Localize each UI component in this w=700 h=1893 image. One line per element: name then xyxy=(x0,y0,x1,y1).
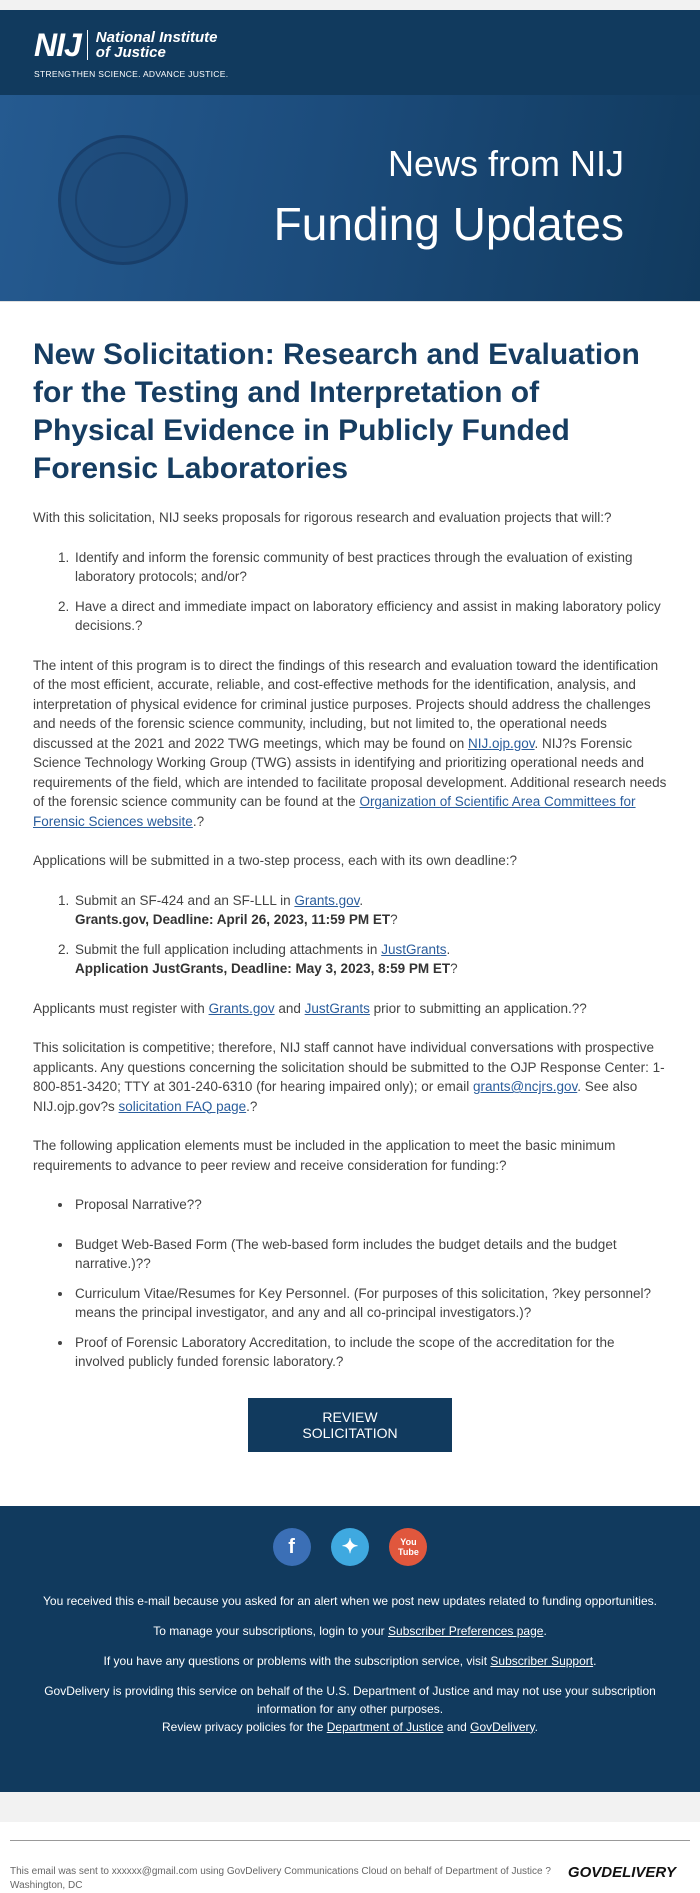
bottom-bar xyxy=(0,1822,700,1893)
steps-list xyxy=(73,891,667,979)
text: If you have any questions or problems with the subscription service, visit xyxy=(103,1653,491,1668)
text: Submit an SF-424 and an SF-LLL in xyxy=(75,892,295,908)
grants-gov-link[interactable]: Grants.gov xyxy=(294,892,360,908)
logo-name-2: of Justice xyxy=(95,44,166,61)
support-notice xyxy=(40,1652,660,1670)
register-paragraph xyxy=(33,999,667,1019)
list-item: • Proof of Forensic Laboratory Accreditation, to include the scope of the accreditation for the involved publicly funded forensic laboratory.? xyxy=(73,1333,667,1372)
manage-notice xyxy=(40,1622,660,1640)
yt-2: Tube xyxy=(398,1546,419,1557)
list-item: 1. Identify and inform the forensic community of best practices through the evaluation of existing laboratory protocols; and/or? xyxy=(73,548,667,587)
logo-name-1: National Institute xyxy=(95,29,218,46)
govdelivery-logo[interactable]: GOVDELIVERY xyxy=(567,1863,676,1881)
text: .? xyxy=(192,813,205,829)
steps-intro: Applications will be submitted in a two-step process, each with its own deadline:? xyxy=(33,853,518,868)
text: This email was sent to xxxxxx@gmail.com using GovDelivery Communications Cloud on behalf of Department of Justice ? xyxy=(10,1865,551,1877)
text: . See also NIJ.ojp.gov?s xyxy=(33,1079,638,1114)
text: . NIJ?s Forensic Science Technology Working Group (TWG) assists in identifying and prioritizing operational needs and requirements of the field, which are intended to facilitate proposal development. Additional research needs of the forensic science community can be found at the xyxy=(33,735,667,809)
elements-intro: The following application elements must be included in the application to meet the basic minimum requirements to advance to peer review and receive consideration for funding:? xyxy=(33,1138,616,1173)
faq-link[interactable]: solicitation FAQ page xyxy=(118,1098,247,1114)
text: . xyxy=(534,1719,538,1734)
contact-paragraph xyxy=(33,1038,667,1116)
banner-line1: News from NIJ xyxy=(387,143,624,184)
osac-link[interactable]: Organization of Scientific Area Committees for Forensic Sciences website xyxy=(33,794,636,829)
article xyxy=(0,302,700,1506)
banner xyxy=(0,95,700,302)
subscriber-preferences-link[interactable]: Subscriber Preferences page xyxy=(388,1623,544,1638)
govdelivery-privacy-link[interactable]: GovDelivery xyxy=(470,1719,535,1734)
youtube-icon[interactable] xyxy=(389,1528,427,1566)
text: . xyxy=(543,1623,547,1638)
text: This solicitation is competitive; therefore, NIJ staff cannot have individual conversations with prospective applicants. Any questions concerning the solicitation should be submitted to the OJP Response Center: 1-800-851-3420; TTY at 301-240-6310 (for hearing impaired only); or email xyxy=(33,1040,665,1094)
text: GovDelivery is providing this service on behalf of the U.S. Department of Justice and may not use your subscription information for any other purposes. xyxy=(44,1683,656,1716)
article-title: New Solicitation: Research and Evaluation for the Testing and Interpretation of Physical Evidence in Publicly Funded Forensic Laboratories xyxy=(33,338,640,485)
goals-list xyxy=(73,548,667,636)
received-notice: You received this e-mail because you asked for an alert when we post new updates related to funding opportunities. xyxy=(43,1593,657,1608)
text: Washington, DC xyxy=(10,1879,83,1891)
footer xyxy=(0,1506,700,1792)
facebook-icon[interactable]: f xyxy=(273,1528,311,1566)
list-item: • Proposal Narrative?? xyxy=(73,1195,667,1215)
step-2: 2. Submit the full application including attachments in JustGrants. Application JustGrants, Deadline: May 3, 2023, 8:59 PM ET? xyxy=(73,940,667,979)
step-1: 1. Submit an SF-424 and an SF-LLL in Grants.gov. Grants.gov, Deadline: April 26, 2023, 11:59 PM ET? xyxy=(73,891,667,930)
header xyxy=(0,10,700,95)
subscriber-support-link[interactable]: Subscriber Support xyxy=(490,1653,594,1668)
text: and xyxy=(443,1719,471,1734)
review-solicitation-button[interactable]: REVIEW SOLICITATION xyxy=(248,1398,452,1452)
govdelivery-notice xyxy=(40,1682,660,1736)
tagline: STRENGTHEN SCIENCE. ADVANCE JUSTICE. xyxy=(34,69,229,79)
text: Submit the full application including attachments in xyxy=(75,941,382,957)
doj-privacy-link[interactable]: Department of Justice xyxy=(326,1719,444,1734)
text: prior to submitting an application.?? xyxy=(369,1000,587,1016)
list-item: • Curriculum Vitae/Resumes for Key Personnel. (For purposes of this solicitation, ?key personnel? means the principal investigator, and any and all co-principal investigators.)? xyxy=(73,1284,667,1323)
text: The intent of this program is to direct the findings of this research and evaluation toward the identification of the most efficient, accurate, reliable, and cost-effective methods for the identification, analysis, and interpretation of physical evidence for criminal justice purposes. Projects should address the challenges and needs of the forensic science community, including, but not limited to, the operational needs discussed at the 2021 and 2022 TWG meetings, which may be found on xyxy=(33,657,659,751)
text: Applicants must register with xyxy=(33,1000,209,1016)
list-item: • Budget Web-Based Form (The web-based form includes the budget details and the budget narrative.)?? xyxy=(73,1235,667,1274)
text: To manage your subscriptions, login to your xyxy=(153,1623,389,1638)
elements-list xyxy=(73,1195,667,1372)
email-link[interactable]: grants@ncjrs.gov xyxy=(473,1079,578,1094)
twitter-icon[interactable]: ✦ xyxy=(331,1528,369,1566)
doj-seal-icon xyxy=(58,135,188,265)
yt-1: You xyxy=(400,1536,417,1547)
list-item: 2. Have a direct and immediate impact on laboratory efficiency and assist in making laboratory policy decisions.? xyxy=(73,597,667,636)
nij-link[interactable]: NIJ.ojp.gov xyxy=(468,735,535,751)
text: Review privacy policies for the xyxy=(162,1719,327,1734)
sent-notice xyxy=(10,1865,570,1893)
social-links xyxy=(40,1528,660,1566)
intro-text: With this solicitation, NIJ seeks proposals for rigorous research and evaluation projects that will:? xyxy=(33,510,612,525)
nij-logo[interactable] xyxy=(34,28,228,79)
logo-mark: NIJ xyxy=(34,27,81,63)
text: and xyxy=(274,1000,305,1016)
footer-spacer xyxy=(0,1792,700,1822)
text: . xyxy=(593,1653,597,1668)
top-spacer xyxy=(0,0,700,10)
justgrants-link[interactable]: JustGrants xyxy=(381,941,447,957)
text: .? xyxy=(246,1098,258,1114)
justgrants-link[interactable]: JustGrants xyxy=(304,1000,370,1016)
deadline: Grants.gov, Deadline: April 26, 2023, 11:59 PM ET xyxy=(75,912,391,927)
banner-line2: Funding Updates xyxy=(273,198,624,250)
divider xyxy=(10,1840,690,1841)
deadline: Application JustGrants, Deadline: May 3, 2023, 8:59 PM ET xyxy=(75,961,451,976)
grants-gov-link[interactable]: Grants.gov xyxy=(208,1000,275,1016)
intent-paragraph xyxy=(33,656,667,832)
